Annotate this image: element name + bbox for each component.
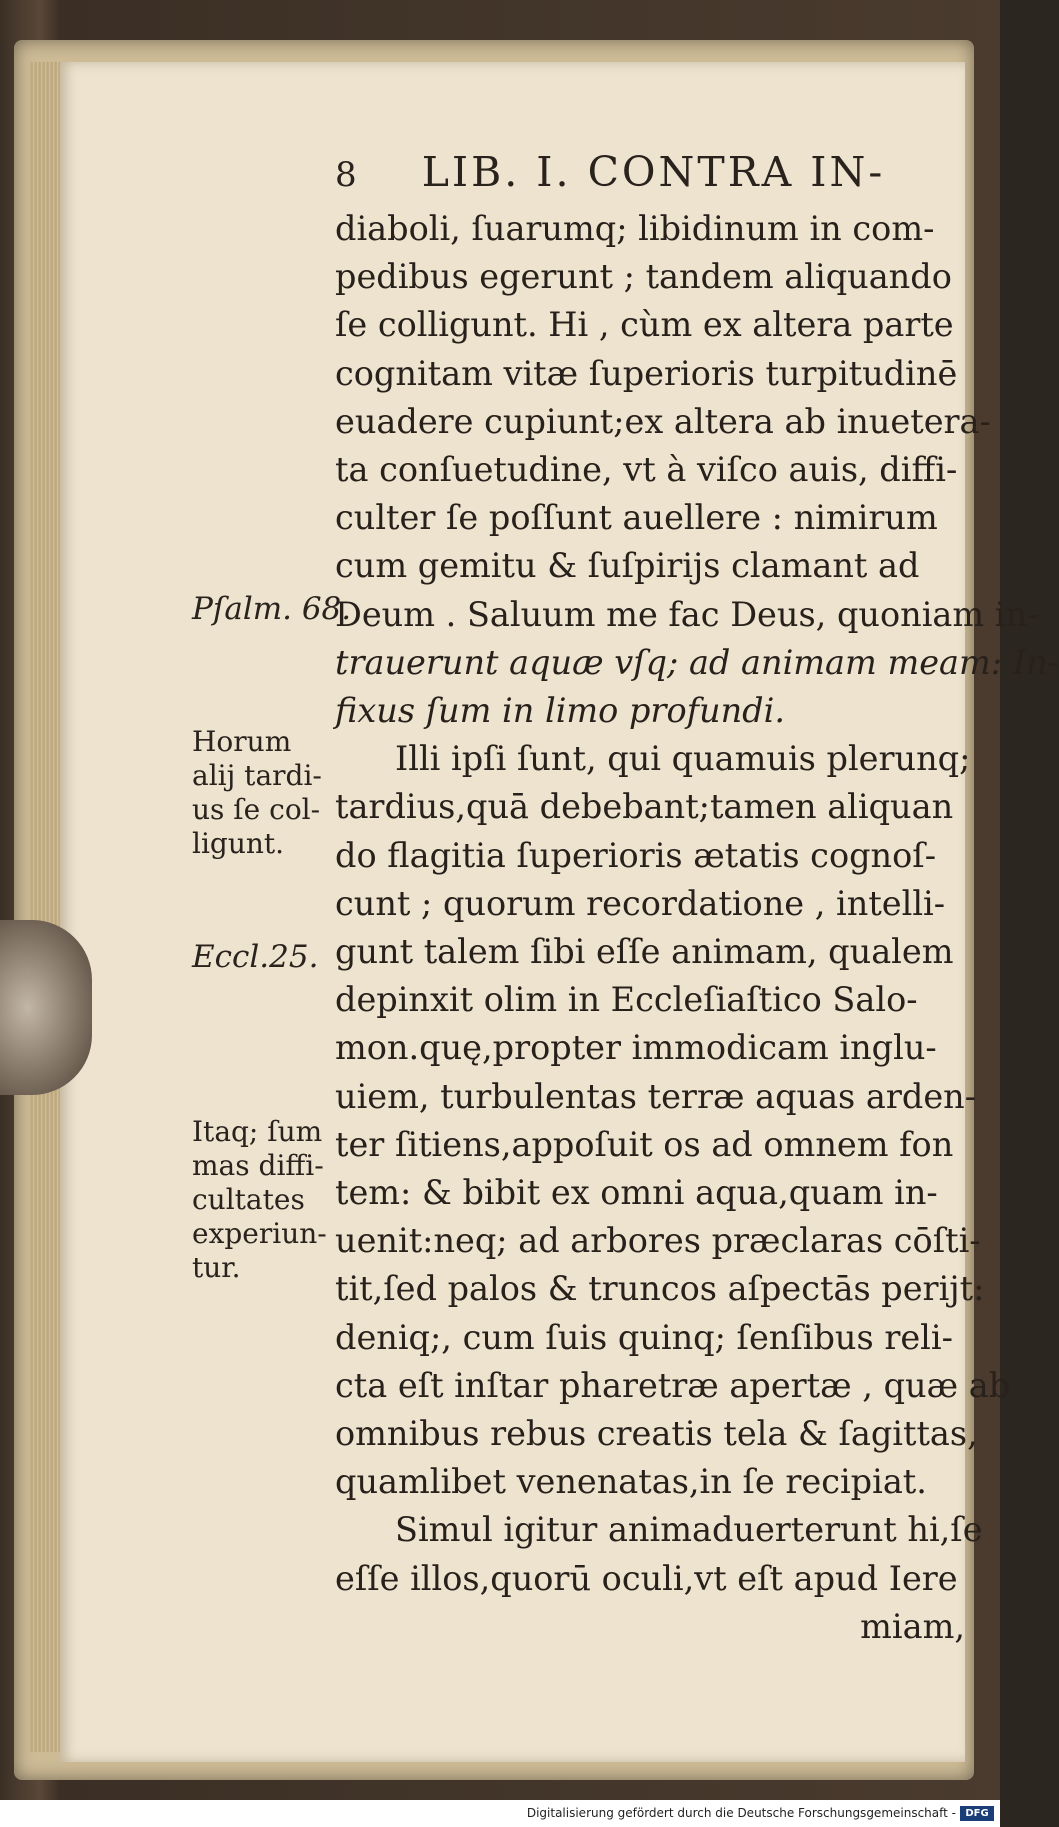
- margin-line: Itaq; ſum: [192, 1115, 323, 1148]
- text-line: euadere cupiunt;ex altera ab inuetera-: [335, 401, 991, 441]
- margin-line: us ſe col-: [192, 793, 321, 826]
- margin-line: cultates: [192, 1183, 305, 1216]
- text-line: Illi ipſi ſunt, qui quamuis plerunq;: [395, 739, 971, 779]
- text-line: diaboli, ſuarumq; libidinum in com-: [335, 209, 935, 248]
- margin-line: experiun-: [192, 1217, 327, 1250]
- text-line: Deum . Saluum me fac Deus, quoniam in-: [335, 594, 1039, 634]
- margin-line: Horum: [192, 725, 292, 758]
- text-line: cum gemitu & ſuſpirijs clamant ad: [335, 546, 920, 586]
- margin-note-horum: [192, 725, 352, 861]
- text-line: uenit:neq; ad arbores præclaras cōſti-: [335, 1221, 981, 1261]
- text-line: cognitam vitæ ſuperioris turpitudinē: [335, 353, 958, 393]
- text-line: gunt talem ſibi eſſe animam, qualem: [335, 932, 954, 972]
- text-line: culter ſe poſſunt auellere : nimirum: [335, 498, 938, 538]
- text-line: tardius,quā debebant;tamen aliquan: [335, 787, 954, 827]
- text-line: eſſe illos,quorū oculi,vt eſt apud Iere: [335, 1558, 958, 1598]
- text-line: cta eſt inſtar pharetræ apertæ , quæ ab: [335, 1365, 1011, 1405]
- margin-note-psalm: Pſalm. 68.: [192, 591, 352, 627]
- digitization-footer: [0, 1800, 1000, 1827]
- text-line: deniq;, cum ſuis quinq; ſenſibus reli-: [335, 1317, 953, 1357]
- text-line: fixus ſum in limo profundi.: [335, 691, 785, 731]
- text-line: cunt ; quorum recordatione , intelli-: [335, 883, 946, 923]
- margin-line: alij tardi-: [192, 759, 322, 792]
- text-line: ſe colligunt. Hi , cùm ex altera parte: [335, 305, 954, 345]
- dfg-logo: DFG: [960, 1806, 994, 1821]
- text-line: ta conſuetudine, vt à viſco auis, diffi-: [335, 450, 958, 490]
- text-line: omnibus rebus creatis tela & ſagittas,: [335, 1414, 978, 1454]
- text-line: quamlibet venenatas,in ſe recipiat.: [335, 1462, 927, 1502]
- text-line: Simul igitur animaduerterunt hi,ſe: [395, 1510, 983, 1550]
- text-line: mon.quę,propter immodicam inglu-: [335, 1028, 937, 1068]
- text-line: ter ſitiens,appoſuit os ad omnem fon: [335, 1124, 954, 1164]
- margin-line: tur.: [192, 1251, 241, 1284]
- text-line: pedibus egerunt ; tandem aliquando: [335, 257, 952, 297]
- margin-note-eccl: Eccl.25.: [192, 939, 319, 975]
- text-line: tit,ſed palos & truncos aſpectās perijt:: [335, 1269, 985, 1309]
- running-header: [335, 148, 935, 196]
- footer-credit: Digitalisierung gefördert durch die Deutsche Forschungsgemeinschaft -: [526, 1806, 956, 1820]
- text-line: tem: & bibit ex omni aqua,quam in-: [335, 1173, 938, 1213]
- text-line: depinxit olim in Eccleſiaſtico Salo-: [335, 980, 918, 1020]
- catchword: miam,: [860, 1606, 965, 1646]
- page-number: 8: [335, 155, 360, 195]
- text-line: trauerunt aquæ vſq; ad animam meam: In-: [335, 642, 1059, 682]
- margin-line: ligunt.: [192, 827, 285, 860]
- margin-line: mas diffi-: [192, 1149, 324, 1182]
- body-text: [335, 205, 1059, 1651]
- margin-note-itaq: [192, 1115, 352, 1285]
- running-title: LIB. I. CONTRA IN-: [421, 148, 886, 196]
- text-line: uiem, turbulentas terræ aquas arden-: [335, 1076, 977, 1116]
- text-line: do flagitia ſuperioris ætatis cognoſ-: [335, 835, 937, 875]
- metal-clasp: [0, 920, 92, 1095]
